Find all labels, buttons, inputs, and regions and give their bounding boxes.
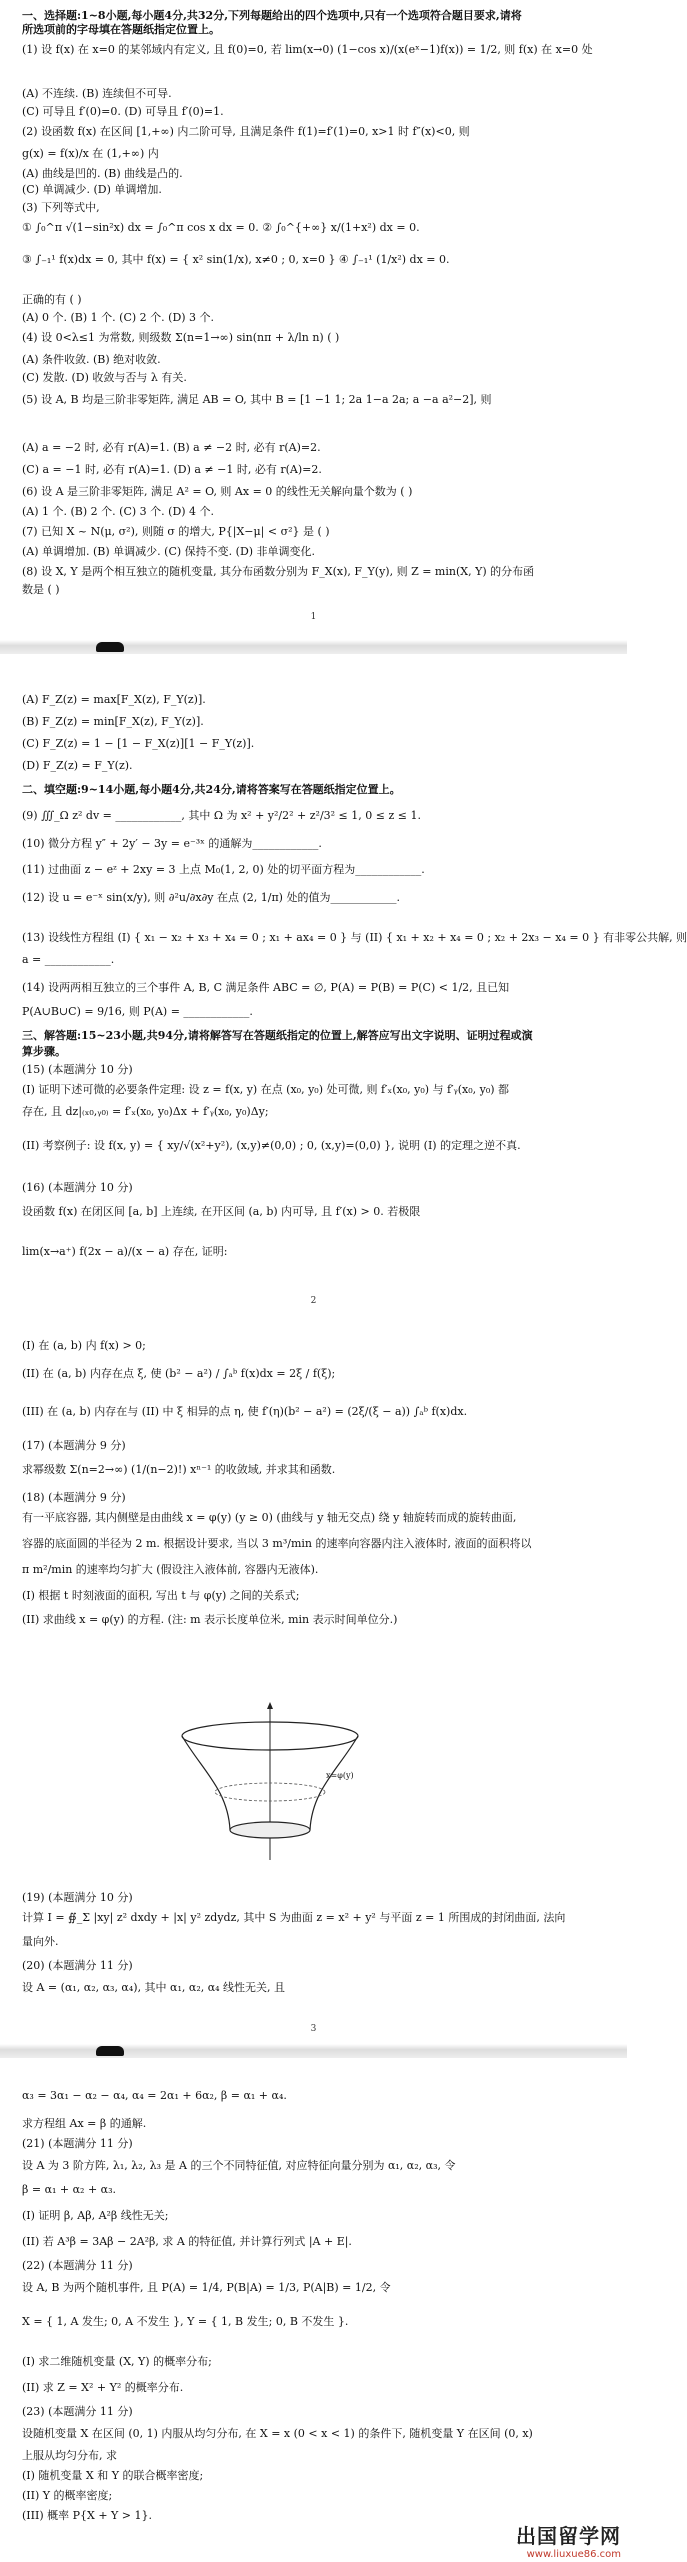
exam-text-line: (B) F_Z(z) = min[F_X(z), F_Y(z)]. [22, 715, 204, 728]
exam-text-line: 容器的底面圆的半径为 2 m. 根据设计要求, 当以 3 m³/min 的速率向容器内注入液体时, 液面的面积将以 [22, 1537, 532, 1550]
exam-text-line: g(x) = f(x)/x 在 (1,+∞) 内 [22, 147, 159, 160]
y-axis-arrow [267, 1702, 273, 1709]
container-right-wall [310, 1736, 358, 1830]
exam-text-line: 求方程组 Ax = β 的通解. [22, 2117, 147, 2130]
exam-text-line: β = α₁ + α₂ + α₃. [22, 2183, 116, 2196]
exam-text-line: (4) 设 0<λ≤1 为常数, 则级数 Σ(n=1→∞) sin(nπ + λ/ln n) ( ) [22, 331, 340, 344]
exam-text-line: (8) 设 X, Y 是两个相互独立的随机变量, 其分布函数分别为 F_X(x), F_Y(y), 则 Z = min(X, Y) 的分布函 [22, 565, 535, 578]
exam-text-line: (1) 设 f(x) 在 x=0 的某邻域内有定义, 且 f(0)=0, 若 lim(x→0) (1−cos x)/(x(eˣ−1)f(x)) = 1/2, 则 f(x) 在 x=0 处 [22, 43, 593, 56]
exam-text-line: (C) a = −1 时, 必有 r(A)=1. (D) a ≠ −1 时, 必有 r(A)=2. [22, 463, 322, 476]
exam-text-line: (11) 过曲面 z − eᶻ + 2xy = 3 上点 M₀(1, 2, 0) 处的切平面方程为____________. [22, 863, 425, 876]
exam-text-line: π m²/min 的速率均匀扩大 (假设注入液体前, 容器内无液体). [22, 1563, 319, 1576]
container-left-wall [182, 1736, 230, 1830]
watermark-url: www.liuxue86.com [526, 2549, 621, 2560]
exam-text-line: (13) 设线性方程组 (I) { x₁ − x₂ + x₃ + x₄ = 0 ; x₁ + ax₄ = 0 } 与 (II) { x₁ + x₂ + x₄ = 0 ; x₂ + 2x₃ − x₄ = 0 } 有非零公共解, 则 [22, 931, 687, 944]
exam-text-line: (II) 求 Z = X² + Y² 的概率分布. [22, 2381, 184, 2394]
exam-text-line: 有一平底容器, 其内侧壁是由曲线 x = φ(y) (y ≥ 0) (曲线与 y 轴无交点) 绕 y 轴旋转而成的旋转曲面, [22, 1511, 517, 1524]
page-separator-3 [0, 2044, 627, 2058]
exam-text-line: X = { 1, A 发生; 0, A 不发生 }, Y = { 1, B 发生; 0, B 不发生 }. [22, 2315, 349, 2328]
section-heading: 所选项前的字母填在答题纸指定位置上。 [22, 23, 220, 36]
exam-text-line: (A) 不连续. (B) 连续但不可导. [22, 87, 172, 100]
exam-text-line: ③ ∫₋₁¹ f(x)dx = 0, 其中 f(x) = { x² sin(1/x), x≠0 ; 0, x=0 } ④ ∫₋₁¹ (1/x²) dx = 0. [22, 253, 450, 266]
exam-text-line: (II) 考察例子: 设 f(x, y) = { xy/√(x²+y²), (x,y)≠(0,0) ; 0, (x,y)=(0,0) }, 说明 (I) 的定理之逆不真. [22, 1139, 521, 1152]
exam-text-line: 设随机变量 X 在区间 (0, 1) 内服从均匀分布, 在 X = x (0 < x < 1) 的条件下, 随机变量 Y 在区间 (0, x) [22, 2427, 533, 2440]
container-figure [150, 1700, 390, 1865]
exam-text-line: (II) 在 (a, b) 内存在点 ξ, 使 (b² − a²) / ∫ₐᵇ f(x)dx = 2ξ / f(ξ); [22, 1367, 336, 1380]
page-number-2: 2 [310, 1296, 317, 1306]
curve-label: x=φ(y) [326, 1771, 354, 1780]
exam-text-line: 设 A, B 为两个随机事件, 且 P(A) = 1/4, P(B|A) = 1/3, P(A|B) = 1/2, 令 [22, 2281, 391, 2294]
exam-text-line: (7) 已知 X ~ N(μ, σ²), 则随 σ 的增大, P{|X−μ| < σ²} 是 ( ) [22, 525, 330, 538]
section-heading: 算步骤。 [22, 1045, 66, 1058]
exam-text-line: (17) (本题满分 9 分) [22, 1439, 126, 1452]
exam-text-line: (A) 0 个. (B) 1 个. (C) 2 个. (D) 3 个. [22, 311, 215, 324]
exam-text-line: P(A∪B∪C) = 9/16, 则 P(A) = ____________. [22, 1005, 253, 1018]
exam-text-line: (2) 设函数 f(x) 在区间 [1,+∞) 内二阶可导, 且满足条件 f(1)=f′(1)=0, x>1 时 f″(x)<0, 则 [22, 125, 470, 138]
exam-text-line: (A) 单调增加. (B) 单调减少. (C) 保持不变. (D) 非单调变化. [22, 545, 316, 558]
exam-text-line: (I) 随机变量 X 和 Y 的联合概率密度; [22, 2469, 204, 2482]
exam-text-line: (C) 单调减少. (D) 单调增加. [22, 183, 162, 196]
section-heading: 二、填空题:9~14小题,每小题4分,共24分,请将答案写在答题纸指定位置上。 [22, 783, 401, 796]
exam-text-line: 数是 ( ) [22, 583, 60, 596]
watermark-logo [491, 2520, 621, 2560]
exam-text-line: (22) (本题满分 11 分) [22, 2259, 133, 2272]
exam-text-line: (C) 发散. (D) 收敛与否与 λ 有关. [22, 371, 187, 384]
exam-text-line: (A) 条件收敛. (B) 绝对收敛. [22, 353, 161, 366]
exam-text-line: (9) ∭_Ω z² dv = ____________, 其中 Ω 为 x² + y²/2² + z²/3² ≤ 1, 0 ≤ z ≤ 1. [22, 809, 421, 822]
page-number-1: 1 [310, 612, 317, 622]
exam-text-line: (I) 根据 t 时刻液面的面积, 写出 t 与 φ(y) 之间的关系式; [22, 1589, 300, 1602]
exam-text-line: 正确的有 ( ) [22, 293, 82, 306]
exam-text-line: (21) (本题满分 11 分) [22, 2137, 133, 2150]
exam-text-line: (19) (本题满分 10 分) [22, 1891, 133, 1904]
exam-text-line: (II) Y 的概率密度; [22, 2489, 113, 2502]
exam-text-line: (I) 求二维随机变量 (X, Y) 的概率分布; [22, 2355, 212, 2368]
exam-text-line: 量向外. [22, 1935, 59, 1948]
exam-text-line: 求幂级数 Σ(n=2→∞) (1/(n−2)!) xⁿ⁻¹ 的收敛域, 并求其和函数. [22, 1463, 336, 1476]
exam-text-line: (16) (本题满分 10 分) [22, 1181, 133, 1194]
exam-text-line: (12) 设 u = e⁻ˣ sin(x/y), 则 ∂²u/∂x∂y 在点 (2, 1/π) 处的值为____________. [22, 891, 400, 904]
exam-text-line: (5) 设 A, B 均是三阶非零矩阵, 满足 AB = O, 其中 B = [1 −1 1; 2a 1−a 2a; a −a a²−2], 则 [22, 393, 492, 406]
exam-text-line: (A) 1 个. (B) 2 个. (C) 3 个. (D) 4 个. [22, 505, 215, 518]
exam-text-line: 设 A = (α₁, α₂, α₃, α₄), 其中 α₁, α₂, α₄ 线性无关, 且 [22, 1981, 286, 1994]
exam-text-line: (II) 求曲线 x = φ(y) 的方程. (注: m 表示长度单位米, min 表示时间单位分.) [22, 1613, 398, 1626]
exam-text-line: (A) a = −2 时, 必有 r(A)=1. (B) a ≠ −2 时, 必有 r(A)=2. [22, 441, 321, 454]
exam-text-line: (II) 若 A³β = 3Aβ − 2A²β, 求 A 的特征值, 并计算行列式 |A + E|. [22, 2235, 352, 2248]
exam-text-line: (C) 可导且 f′(0)=0. (D) 可导且 f′(0)=1. [22, 105, 224, 118]
page-number-3: 3 [310, 2024, 317, 2034]
exam-text-line: (D) F_Z(z) = F_Y(z). [22, 759, 133, 772]
exam-text-line: (20) (本题满分 11 分) [22, 1959, 133, 1972]
exam-text-line: ① ∫₀^π √(1−sin²x) dx = ∫₀^π cos x dx = 0. ② ∫₀^{+∞} x/(1+x²) dx = 0. [22, 221, 420, 234]
exam-text-line: (A) F_Z(z) = max[F_X(z), F_Y(z)]. [22, 693, 206, 706]
scan-blob [96, 642, 124, 652]
exam-text-line: (I) 证明下述可微的必要条件定理: 设 z = f(x, y) 在点 (x₀, y₀) 处可微, 则 f′ₓ(x₀, y₀) 与 f′ᵧ(x₀, y₀) 都 [22, 1083, 510, 1096]
exam-text-line: (A) 曲线是凹的. (B) 曲线是凸的. [22, 167, 183, 180]
exam-text-line: (18) (本题满分 9 分) [22, 1491, 126, 1504]
exam-text-line: (C) F_Z(z) = 1 − [1 − F_X(z)][1 − F_Y(z)]. [22, 737, 255, 750]
exam-text-line: (15) (本题满分 10 分) [22, 1063, 133, 1076]
section-heading: 三、解答题:15~23小题,共94分,请将解答写在答题纸指定的位置上,解答应写出文字说明、证明过程或演 [22, 1029, 533, 1042]
page-separator-1 [0, 640, 627, 654]
container-base [230, 1822, 310, 1838]
exam-text-line: (14) 设两两相互独立的三个事件 A, B, C 满足条件 ABC = ∅, P(A) = P(B) = P(C) < 1/2, 且已知 [22, 981, 510, 994]
exam-text-line: (23) (本题满分 11 分) [22, 2405, 133, 2418]
scan-blob [96, 2046, 124, 2056]
exam-text-line: (I) 在 (a, b) 内 f(x) > 0; [22, 1339, 146, 1352]
exam-text-line: (I) 证明 β, Aβ, A²β 线性无关; [22, 2209, 169, 2222]
section-heading: 一、选择题:1~8小题,每小题4分,共32分,下列每题给出的四个选项中,只有一个选项符合题目要求,请将 [22, 9, 522, 22]
exam-text-line: lim(x→a⁺) f(2x − a)/(x − a) 存在, 证明: [22, 1245, 228, 1258]
exam-text-line: (III) 在 (a, b) 内存在与 (II) 中 ξ 相异的点 η, 使 f′(η)(b² − a²) = (2ξ/(ξ − a)) ∫ₐᵇ f(x)dx. [22, 1405, 468, 1418]
exam-text-line: (3) 下列等式中, [22, 201, 100, 214]
watermark-title: 出国留学网 [516, 2524, 621, 2548]
exam-text-line: α₃ = 3α₁ − α₂ − α₄, α₄ = 2α₁ + 6α₂, β = α₁ + α₄. [22, 2089, 287, 2102]
exam-text-line: a = ____________. [22, 953, 115, 966]
exam-text-line: 设函数 f(x) 在闭区间 [a, b] 上连续, 在开区间 (a, b) 内可导, 且 f′(x) > 0. 若极限 [22, 1205, 421, 1218]
exam-text-line: (10) 微分方程 y″ + 2y′ − 3y = e⁻³ˣ 的通解为____________. [22, 837, 322, 850]
exam-text-line: 设 A 为 3 阶方阵, λ₁, λ₂, λ₃ 是 A 的三个不同特征值, 对应特征向量分别为 α₁, α₂, α₃, 令 [22, 2159, 456, 2172]
exam-text-line: 存在, 且 dz|₍ₓ₀,ᵧ₀₎ = f′ₓ(x₀, y₀)Δx + f′ᵧ(x₀, y₀)Δy; [22, 1105, 269, 1118]
exam-text-line: 计算 I = ∯_Σ |xy| z² dxdy + |x| y² zdydz, 其中 S 为曲面 z = x² + y² 与平面 z = 1 所围成的封闭曲面, 法向 [22, 1911, 566, 1924]
exam-text-line: (III) 概率 P{X + Y > 1}. [22, 2509, 153, 2522]
exam-text-line: (6) 设 A 是三阶非零矩阵, 满足 A² = O, 则 Ax = 0 的线性无关解向量个数为 ( ) [22, 485, 413, 498]
exam-text-line: 上服从均匀分布, 求 [22, 2449, 117, 2462]
